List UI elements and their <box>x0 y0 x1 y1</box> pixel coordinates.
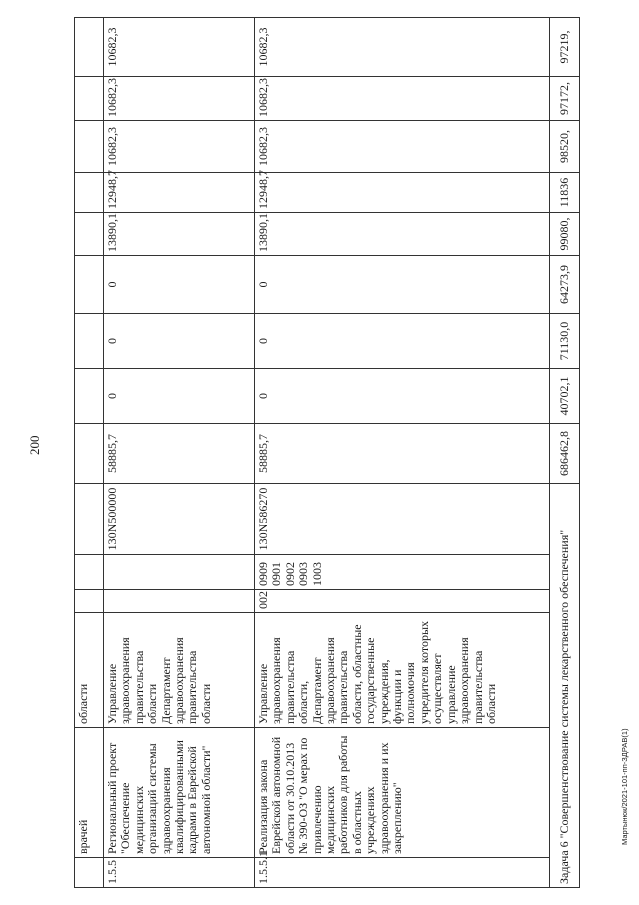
header-cell-exec: области <box>75 613 104 728</box>
executor: Управление здравоохранения правительства области Департамент здравоохранения правительства области <box>104 613 255 728</box>
value-year-1: 0 <box>104 369 255 424</box>
header-row <box>75 18 104 888</box>
grbs-code: 002 <box>255 590 550 613</box>
task-value-year-3: 64273,9 <box>550 256 580 314</box>
header-cell-num <box>75 858 104 888</box>
task-value-year-8: 97219, <box>550 18 580 77</box>
header-cell-name: врачей <box>75 728 104 858</box>
row-number: 1.5.5 <box>104 858 255 888</box>
task-value-year-7: 97172, <box>550 77 580 121</box>
section-code: 0909 0901 0902 0903 1003 <box>255 555 550 590</box>
page-number: 200 <box>27 435 42 455</box>
value-year-4: 13890,1 <box>255 213 550 256</box>
budget-table-rotated <box>74 18 574 888</box>
value-year-8: 10682,3 <box>255 18 550 77</box>
target-code: 130N500000 <box>104 484 255 555</box>
task-value-year-2: 71130,0 <box>550 314 580 369</box>
row-number: 1.5.5.1 <box>255 858 550 888</box>
value-year-3: 0 <box>104 256 255 314</box>
value-year-8: 10682,3 <box>104 18 255 77</box>
grbs-code <box>104 590 255 613</box>
value-year-5: 12948,7 <box>104 173 255 213</box>
value-year-2: 0 <box>104 314 255 369</box>
activity-name: Региональный проект "Обеспечение медицинских организаций системы здравоохранения квалифицированными кадрами в Еврейской автономной области" <box>104 728 255 858</box>
value-year-7: 10682,3 <box>255 77 550 121</box>
target-code: 130N586270 <box>255 484 550 555</box>
activity-name: Реализация закона Еврейской автономной области от 30.10.2013 № 390-ОЗ "О мерах по привлечению медицинских работников для работы в областных учреждениях здравоохранения и их закреплению" <box>255 728 550 858</box>
task-value-total: 686462,8 <box>550 424 580 484</box>
value-year-6: 10682,3 <box>104 121 255 173</box>
executor: Управление здравоохранения правительства области, Департамент здравоохранения правительства области, областные государственные учреждения, функции и полномочия учредителя которых осуществляет управление здравоохранения правительства области <box>255 613 550 728</box>
budget-table <box>74 17 580 888</box>
task-value-year-4: 99080, <box>550 213 580 256</box>
value-year-7: 10682,3 <box>104 77 255 121</box>
task-value-year-6: 98520, <box>550 121 580 173</box>
value-year-1: 0 <box>255 369 550 424</box>
value-year-4: 13890,1 <box>104 213 255 256</box>
table-row <box>255 18 550 888</box>
value-year-2: 0 <box>255 314 550 369</box>
task-row <box>550 18 580 888</box>
task-value-year-1: 40702,1 <box>550 369 580 424</box>
value-year-3: 0 <box>255 256 550 314</box>
section-code <box>104 555 255 590</box>
value-total: 58885,7 <box>104 424 255 484</box>
value-total: 58885,7 <box>255 424 550 484</box>
value-year-6: 10682,3 <box>255 121 550 173</box>
task-label: Задача 6 "Совершенствование системы лекарственного обеспечения" <box>550 484 580 888</box>
task-value-year-5: 11836 <box>550 173 580 213</box>
table-row <box>104 18 255 888</box>
footer-note: Мартынюк/2021-101-пп-ЗДРАВ(1) <box>620 728 629 845</box>
value-year-5: 12948,7 <box>255 173 550 213</box>
